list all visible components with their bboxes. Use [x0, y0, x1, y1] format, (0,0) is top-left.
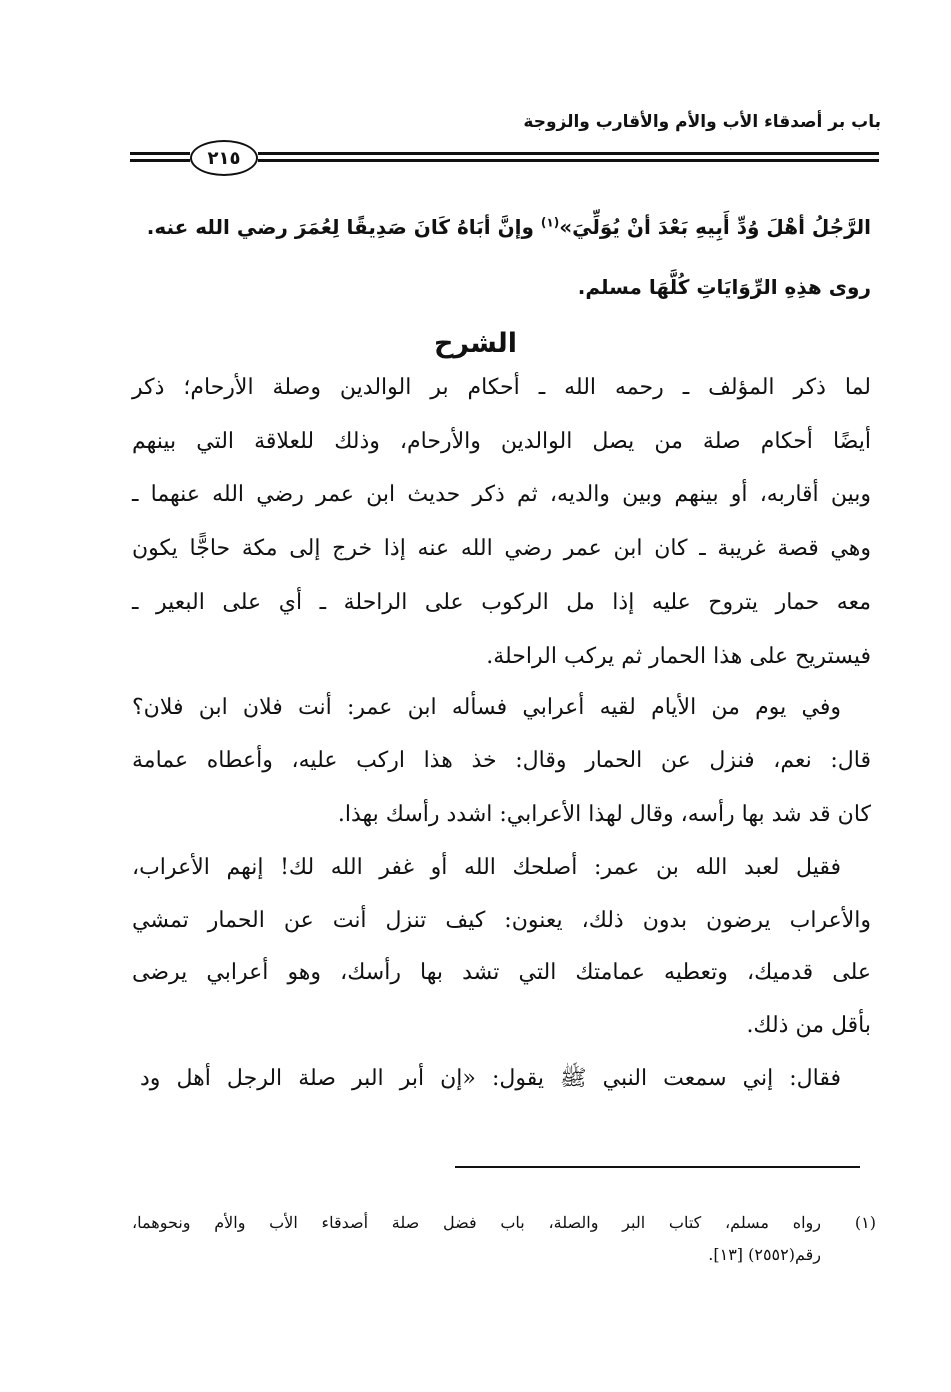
paragraph-line: فقال: إني سمعت النبي ﷺ يقول: «إن أبر البر صلة الرجل أهل ود	[140, 1066, 841, 1091]
footnote-line: رقم(٢٥٥٢) [١٣].	[708, 1245, 821, 1264]
paragraph-line: لما ذكر المؤلف ـ رحمه الله ـ أحكام بر الوالدين وصلة الأرحام؛ ذكر	[132, 375, 871, 400]
hadith-text: الرَّجُلُ أهْلَ وُدِّ أَبِيهِ بَعْدَ أنْ يُوَلِّيَ»	[559, 215, 871, 239]
header-rule-line	[258, 152, 879, 155]
footnote-marker: (١)	[854, 1213, 876, 1232]
paragraph-line: قال: نعم، فنزل عن الحمار وقال: خذ هذا اركب عليه، وأعطاه عمامة	[132, 748, 871, 773]
paragraph-line: على قدميك، وتعطيه عمامتك التي تشد بها رأسك، وهو أعرابي يرضى	[132, 960, 871, 985]
paragraph-line: كان قد شد بها رأسه، وقال لهذا الأعرابي: اشدد رأسك بهذا.	[337, 802, 871, 827]
running-title: باب بر أصدقاء الأب والأم والأقارب والزوجة	[523, 112, 881, 132]
header-rule-line	[258, 159, 879, 162]
paragraph-line: أيضًا أحكام صلة من يصل الوالدين والأرحام، وذلك للعلاقة التي بينهم	[132, 429, 871, 454]
section-heading: الشرح	[433, 328, 518, 359]
paragraph-line: بأقل من ذلك.	[746, 1013, 871, 1038]
paragraph-line: والأعراب يرضون بدون ذلك، يعنون: كيف تنزل أنت عن الحمار تمشي	[132, 908, 871, 933]
hadith-line: روى هذِهِ الرِّوَايَاتِ كُلَّهَا مسلم.	[577, 275, 871, 299]
header-rule-line	[130, 152, 190, 155]
paragraph-line: فيستريح على هذا الحمار ثم يركب الراحلة.	[486, 644, 871, 669]
hadith-line	[130, 215, 871, 239]
footnote-line: رواه مسلم، كتاب البر والصلة، باب فضل صلة أصدقاء الأب والأم ونحوهما،	[132, 1213, 821, 1232]
paragraph-line: وبين أقاربه، أو بينهم وبين والديه، ثم ذكر حديث ابن عمر رضي الله عنهما ـ	[132, 482, 871, 507]
paragraph-line: معه حمار يتروح عليه إذا مل الركوب على الراحلة ـ أي على البعير ـ	[132, 590, 871, 615]
paragraph-line: وهي قصة غريبة ـ كان ابن عمر رضي الله عنه إذا خرج إلى مكة حاجًّا يكون	[132, 536, 871, 561]
paragraph-line: وفي يوم من الأيام لقيه أعرابي فسأله ابن عمر: أنت فلان ابن فلان؟	[132, 695, 841, 720]
paragraph-line: فقيل لعبد الله بن عمر: أصلحك الله أو غفر الله لك! إنهم الأعراب،	[132, 855, 841, 880]
header-rule-line	[130, 159, 190, 162]
footnote-separator	[455, 1166, 860, 1168]
footnote-reference: (١)	[540, 215, 560, 230]
page-number: ٢١٥	[190, 140, 258, 176]
hadith-text: وإنَّ أبَاهُ كَانَ صَدِيقًا لِعُمَرَ رضي الله عنه.	[146, 215, 541, 239]
